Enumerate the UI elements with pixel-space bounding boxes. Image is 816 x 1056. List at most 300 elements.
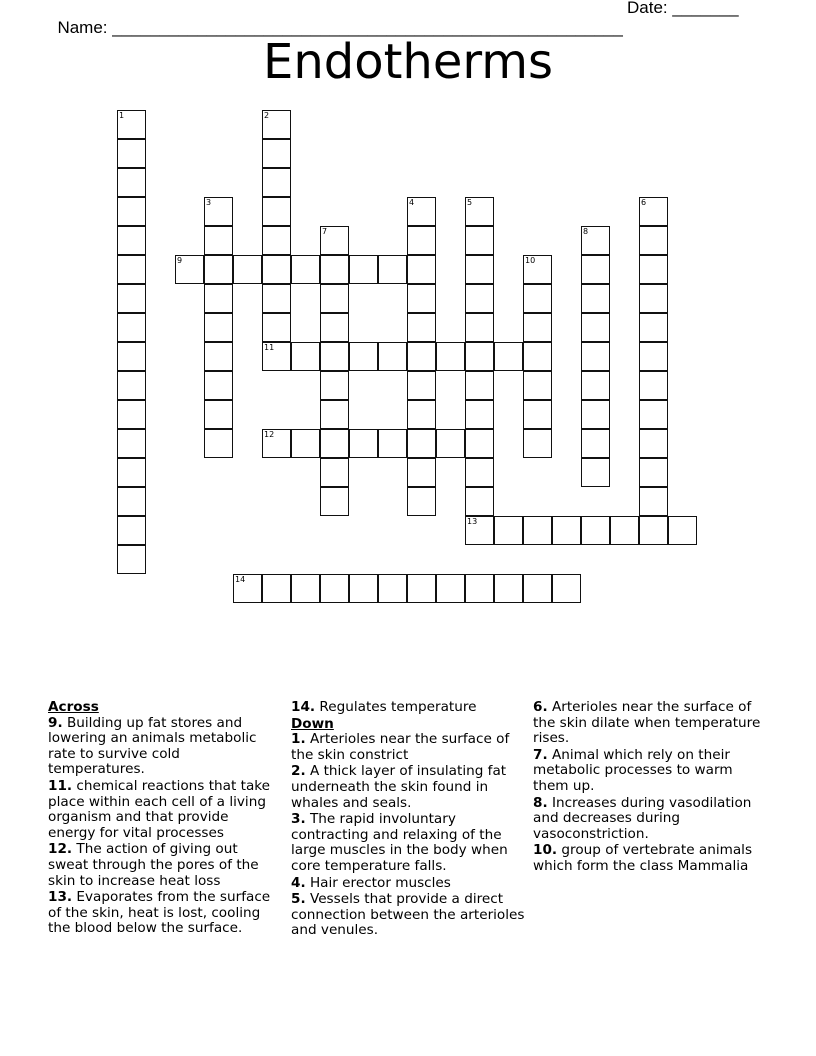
clue-text: group of vertebrate animals which form the class Mammalia [533,842,753,874]
cell-input[interactable] [350,256,377,283]
crossword-cell[interactable] [291,342,320,371]
crossword-cell[interactable] [494,342,523,371]
clue-down-6 [533,700,763,747]
cell-number: 2 [264,111,270,120]
cell-input[interactable] [582,372,609,399]
cell-input[interactable] [234,575,261,602]
crossword-cell[interactable] [407,313,436,342]
cell-input[interactable] [350,575,377,602]
cell-input[interactable] [292,343,319,370]
crossword-cell[interactable] [639,313,668,342]
crossword-cell[interactable] [204,313,233,342]
cell-input[interactable] [524,343,551,370]
cell-input[interactable] [263,169,290,196]
cell-number: 4 [409,198,415,207]
crossword-cell[interactable] [581,429,610,458]
crossword-cell[interactable] [262,197,291,226]
clue-text: Regulates temperature [315,699,477,715]
crossword-cell[interactable] [320,226,349,255]
crossword-cell[interactable] [465,226,494,255]
cell-input[interactable] [263,343,290,370]
cell-input[interactable] [321,343,348,370]
cell-input[interactable] [466,285,493,312]
clue-text: A thick layer of insulating fat underneath the skin found in whales and seals. [291,763,507,811]
crossword-cell[interactable] [204,197,233,226]
crossword-cell[interactable] [465,313,494,342]
crossword-cell[interactable] [465,197,494,226]
clue-across-13 [48,890,280,937]
cell-input[interactable] [524,285,551,312]
crossword-cell[interactable] [262,168,291,197]
cell-input[interactable] [524,401,551,428]
cell-input[interactable] [321,430,348,457]
crossword-cell[interactable] [233,255,262,284]
cell-input[interactable] [466,256,493,283]
crossword-cell[interactable] [117,139,146,168]
cell-input[interactable] [263,227,290,254]
cell-input[interactable] [408,256,435,283]
cell-input[interactable] [640,343,667,370]
clue-number: 11. [48,777,73,794]
page-title: Endotherms [262,34,553,90]
crossword-cell[interactable] [523,574,552,603]
crossword-cell[interactable] [262,574,291,603]
cell-input[interactable] [292,575,319,602]
crossword-cell[interactable] [117,487,146,516]
cell-input[interactable] [640,256,667,283]
cell-input[interactable] [350,430,377,457]
crossword-cell[interactable] [407,574,436,603]
cell-input[interactable] [321,372,348,399]
cell-input[interactable] [408,459,435,486]
clue-down-8 [533,796,763,843]
crossword-cell[interactable] [349,255,378,284]
crossword-cell[interactable] [494,516,523,545]
crossword-cell[interactable] [117,400,146,429]
crossword-cell[interactable] [117,197,146,226]
crossword-cell[interactable] [639,487,668,516]
cell-input[interactable] [118,285,145,312]
cell-input[interactable] [118,256,145,283]
clue-text: Vessels that provide a direct connection between the arterioles and venules. [291,891,525,939]
cell-number: 9 [177,256,183,265]
crossword-cell[interactable] [262,226,291,255]
crossword-cell[interactable] [349,342,378,371]
cell-input[interactable] [118,488,145,515]
crossword-cell[interactable] [523,429,552,458]
cell-number: 13 [467,517,478,526]
cell-input[interactable] [408,488,435,515]
crossword-cell[interactable] [117,284,146,313]
cell-input[interactable] [118,546,145,573]
crossword-cell[interactable] [117,458,146,487]
crossword-cell[interactable] [320,429,349,458]
cell-input[interactable] [292,256,319,283]
crossword-cell[interactable] [581,342,610,371]
clue-across-11 [48,779,280,841]
cell-input[interactable] [466,488,493,515]
crossword-cell[interactable] [117,255,146,284]
cell-input[interactable] [582,517,609,544]
crossword-cell[interactable] [117,226,146,255]
cell-input[interactable] [321,401,348,428]
crossword-cell[interactable] [320,487,349,516]
cell-input[interactable] [640,314,667,341]
cell-input[interactable] [495,517,522,544]
name-field[interactable]: Name: ______________________________________________________ [57,18,623,37]
crossword-cell[interactable] [291,255,320,284]
cell-number: 6 [641,198,647,207]
cell-number: 1 [119,111,125,120]
cell-input[interactable] [234,256,261,283]
cell-input[interactable] [640,430,667,457]
clue-down-10 [533,843,763,874]
clue-across-14 [291,700,527,716]
crossword-cell[interactable] [117,342,146,371]
cell-input[interactable] [292,430,319,457]
clue-number: 1. [291,731,306,748]
crossword-cell[interactable] [465,429,494,458]
crossword-cell[interactable] [639,197,668,226]
crossword-cell[interactable] [204,255,233,284]
crossword-cell[interactable] [204,429,233,458]
crossword-cell[interactable] [494,574,523,603]
cell-input[interactable] [640,285,667,312]
cell-input[interactable] [118,401,145,428]
crossword-cell[interactable] [407,487,436,516]
cell-input[interactable] [263,575,290,602]
cell-input[interactable] [640,459,667,486]
cell-input[interactable] [669,517,696,544]
cell-input[interactable] [118,343,145,370]
crossword-cell[interactable] [465,255,494,284]
crossword-cell[interactable] [581,371,610,400]
crossword-cell[interactable] [117,429,146,458]
cell-input[interactable] [524,314,551,341]
crossword-cell[interactable] [639,226,668,255]
cell-input[interactable] [582,401,609,428]
crossword-cell[interactable] [175,255,204,284]
across-heading: Across [48,699,99,715]
cell-input[interactable] [118,430,145,457]
cell-input[interactable] [118,169,145,196]
cell-input[interactable] [466,430,493,457]
cell-input[interactable] [437,575,464,602]
cell-input[interactable] [321,256,348,283]
cell-input[interactable] [321,314,348,341]
cell-input[interactable] [582,256,609,283]
crossword-cell[interactable] [639,400,668,429]
clue-down-5 [291,892,527,939]
crossword-cell[interactable] [523,255,552,284]
crossword-cell[interactable] [349,429,378,458]
crossword-cell[interactable] [117,371,146,400]
clue-number: 4. [291,874,306,891]
crossword-cell[interactable] [668,516,697,545]
cell-input[interactable] [118,372,145,399]
cell-number: 3 [206,198,212,207]
cell-input[interactable] [408,314,435,341]
cell-input[interactable] [466,343,493,370]
crossword-cell[interactable] [291,574,320,603]
cell-input[interactable] [408,343,435,370]
crossword-cell[interactable] [639,255,668,284]
date-field[interactable]: Date: _______ [627,0,739,17]
crossword-cell[interactable] [117,545,146,574]
clue-number: 7. [533,746,548,763]
cell-input[interactable] [582,430,609,457]
crossword-cell[interactable] [320,342,349,371]
cell-input[interactable] [118,140,145,167]
clue-text: chemical reactions that take place within each cell of a living organism and that provide energy for vital processes [48,777,271,841]
cell-input[interactable] [408,227,435,254]
cell-input[interactable] [118,517,145,544]
clue-text: Animal which rely on their metabolic processes to warm them up. [533,746,733,794]
crossword-cell[interactable] [581,400,610,429]
crossword-cell[interactable] [552,516,581,545]
cell-input[interactable] [408,285,435,312]
cell-input[interactable] [205,401,232,428]
crossword-cell[interactable] [407,197,436,226]
crossword-cell[interactable] [262,255,291,284]
cell-input[interactable] [118,198,145,225]
cell-input[interactable] [582,314,609,341]
crossword-cell[interactable] [523,342,552,371]
cell-input[interactable] [205,372,232,399]
cell-input[interactable] [118,111,145,138]
cell-input[interactable] [321,488,348,515]
crossword-cell[interactable] [581,284,610,313]
cell-input[interactable] [582,459,609,486]
crossword-cell[interactable] [581,255,610,284]
crossword-cell[interactable] [349,574,378,603]
crossword-cell[interactable] [407,371,436,400]
crossword-cell[interactable] [465,574,494,603]
cell-number: 8 [583,227,589,236]
clue-text: Hair erector muscles [305,874,451,891]
crossword-cell[interactable] [465,400,494,429]
cell-input[interactable] [466,314,493,341]
cell-input[interactable] [379,575,406,602]
cell-input[interactable] [408,575,435,602]
clue-number: 13. [48,889,73,906]
crossword-cell[interactable] [117,168,146,197]
crossword-cell[interactable] [465,516,494,545]
cell-input[interactable] [640,198,667,225]
cell-input[interactable] [379,256,406,283]
cell-input[interactable] [466,372,493,399]
crossword-cell[interactable] [610,516,639,545]
crossword-cell[interactable] [204,226,233,255]
cell-input[interactable] [408,401,435,428]
cell-input[interactable] [640,488,667,515]
crossword-cell[interactable] [465,342,494,371]
cell-input[interactable] [408,198,435,225]
cell-input[interactable] [466,517,493,544]
crossword-cell[interactable] [407,226,436,255]
cell-input[interactable] [321,575,348,602]
clue-number: 12. [48,841,73,858]
crossword-cell[interactable] [465,487,494,516]
cell-input[interactable] [495,575,522,602]
crossword-cell[interactable] [639,516,668,545]
crossword-cell[interactable] [581,313,610,342]
cell-input[interactable] [350,343,377,370]
crossword-cell[interactable] [320,574,349,603]
crossword-cell[interactable] [465,371,494,400]
crossword-cell[interactable] [407,400,436,429]
crossword-cell[interactable] [639,342,668,371]
cell-input[interactable] [118,459,145,486]
clue-number: 5. [291,891,306,908]
cell-input[interactable] [118,227,145,254]
cell-input[interactable] [205,430,232,457]
crossword-cell[interactable] [320,458,349,487]
cell-input[interactable] [263,140,290,167]
crossword-cell[interactable] [436,342,465,371]
crossword-cell[interactable] [117,110,146,139]
cell-input[interactable] [263,256,290,283]
crossword-cell[interactable] [378,255,407,284]
cell-input[interactable] [321,227,348,254]
crossword-cell[interactable] [262,313,291,342]
clue-text: Increases during vasodilation and decreases during vasoconstriction. [533,794,752,842]
crossword-cell[interactable] [465,458,494,487]
cell-input[interactable] [640,401,667,428]
clue-down-2 [291,764,527,811]
crossword-cell[interactable] [320,313,349,342]
cell-input[interactable] [466,401,493,428]
cell-input[interactable] [582,227,609,254]
crossword-cell[interactable] [378,574,407,603]
clue-number: 10. [533,842,558,859]
crossword-cell[interactable] [581,226,610,255]
cell-input[interactable] [263,198,290,225]
cell-input[interactable] [524,430,551,457]
crossword-cell[interactable] [436,429,465,458]
cell-input[interactable] [321,285,348,312]
crossword-cell[interactable] [523,400,552,429]
cell-number: 14 [235,575,246,584]
cell-input[interactable] [611,517,638,544]
cell-input[interactable] [437,430,464,457]
clues-column-3 [533,700,763,876]
crossword-cell[interactable] [262,342,291,371]
cell-input[interactable] [553,575,580,602]
cell-input[interactable] [466,198,493,225]
crossword-cell[interactable] [320,371,349,400]
crossword-cell[interactable] [204,342,233,371]
cell-input[interactable] [408,372,435,399]
cell-input[interactable] [205,227,232,254]
clues-column-1 [48,700,280,938]
crossword-cell[interactable] [320,400,349,429]
crossword-cell[interactable] [233,574,262,603]
crossword-cell[interactable] [523,371,552,400]
cell-input[interactable] [176,256,203,283]
crossword-cell[interactable] [639,429,668,458]
crossword-cell[interactable] [407,255,436,284]
crossword-cell[interactable] [523,516,552,545]
cell-input[interactable] [205,198,232,225]
crossword-cell[interactable] [291,429,320,458]
crossword-cell[interactable] [465,284,494,313]
crossword-cell[interactable] [581,458,610,487]
crossword-cell[interactable] [262,110,291,139]
clue-number: 6. [533,699,548,715]
cell-input[interactable] [205,256,232,283]
down-heading: Down [291,715,334,732]
cell-input[interactable] [263,285,290,312]
crossword-cell[interactable] [639,371,668,400]
crossword-cell[interactable] [552,574,581,603]
cell-input[interactable] [582,343,609,370]
cell-input[interactable] [524,517,551,544]
cell-input[interactable] [263,314,290,341]
cell-input[interactable] [640,227,667,254]
crossword-cell[interactable] [204,284,233,313]
clue-number: 3. [291,811,306,828]
crossword-cell[interactable] [407,284,436,313]
cell-input[interactable] [321,459,348,486]
cell-input[interactable] [263,430,290,457]
cell-input[interactable] [495,343,522,370]
cell-input[interactable] [582,285,609,312]
crossword-cell[interactable] [639,284,668,313]
crossword-cell[interactable] [639,458,668,487]
cell-input[interactable] [118,314,145,341]
cell-input[interactable] [524,256,551,283]
cell-input[interactable] [466,459,493,486]
cell-input[interactable] [408,430,435,457]
clue-number: 8. [533,794,548,811]
cell-input[interactable] [640,372,667,399]
crossword-cell[interactable] [320,255,349,284]
crossword-cell[interactable] [407,429,436,458]
crossword-cell[interactable] [204,371,233,400]
cell-input[interactable] [437,343,464,370]
crossword-cell[interactable] [523,313,552,342]
cell-input[interactable] [205,314,232,341]
cell-input[interactable] [379,343,406,370]
cell-input[interactable] [524,372,551,399]
crossword-cell[interactable] [204,400,233,429]
cell-input[interactable] [263,111,290,138]
crossword-cell[interactable] [378,342,407,371]
cell-input[interactable] [205,285,232,312]
cell-input[interactable] [466,227,493,254]
crossword-cell[interactable] [407,458,436,487]
crossword-cell[interactable] [378,429,407,458]
cell-input[interactable] [205,343,232,370]
crossword-cell[interactable] [320,284,349,313]
crossword-cell[interactable] [262,139,291,168]
crossword-cell[interactable] [262,284,291,313]
cell-input[interactable] [553,517,580,544]
crossword-cell[interactable] [262,429,291,458]
crossword-cell[interactable] [523,284,552,313]
crossword-cell[interactable] [581,516,610,545]
cell-input[interactable] [640,517,667,544]
crossword-cell[interactable] [407,342,436,371]
crossword-cell[interactable] [117,516,146,545]
cell-input[interactable] [524,575,551,602]
clue-text: Building up fat stores and lowering an animals metabolic rate to survive cold temperatures. [48,714,257,778]
crossword-cell[interactable] [117,313,146,342]
cell-input[interactable] [379,430,406,457]
cell-input[interactable] [466,575,493,602]
crossword-cell[interactable] [436,574,465,603]
